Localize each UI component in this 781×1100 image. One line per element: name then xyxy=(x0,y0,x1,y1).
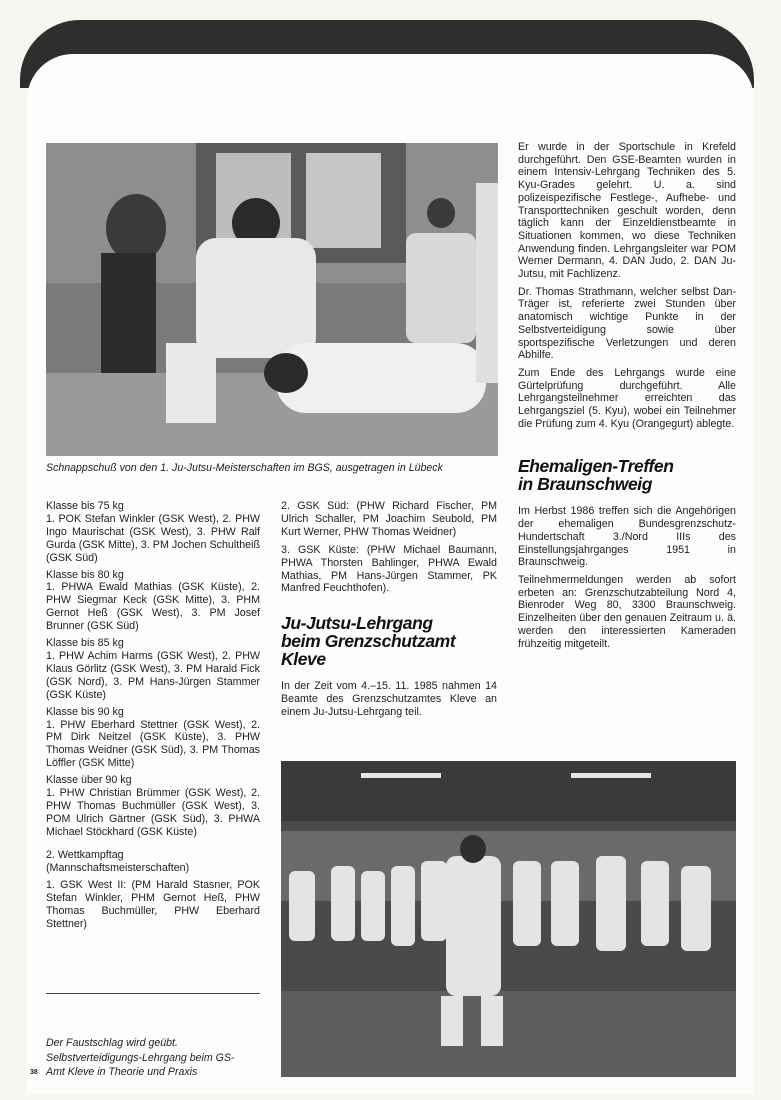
treffen-paragraph: Teilnehmermeldungen werden ab sofort erbeten an: Grenzschutzabteilung Nord 4, Bienroder Weg 80, 3300 Braunschweig. Einzelheiten über den genauen Zeitraum u. ä. werden den interessierten Kameraden frühzeitig mitgeteilt. xyxy=(518,573,736,650)
weight-class-results: 1. PHW Achim Harms (GSK West), 2. PHW Klaus Görlitz (GSK West), 3. PM Harald Fick (GSK Nord), 3. PM Hans-Jürgen Stammer (GSK Küste) xyxy=(46,649,260,701)
top-photo-caption: Schnappschuß von den 1. Ju-Jutsu-Meisterschaften im BGS, ausgetragen in Lübeck xyxy=(46,462,443,474)
team-result-second: 2. GSK Süd: (PHW Richard Fischer, PM Ulrich Schaller, PM Joachim Seubold, PM Kurt Werner, PHW Thomas Weidner) xyxy=(281,500,497,538)
results-column-mid xyxy=(281,500,497,724)
weight-class-heading: Klasse bis 75 kg xyxy=(46,500,124,512)
headline-line: Kleve xyxy=(281,649,326,670)
weight-class-heading: Klasse bis 85 kg xyxy=(46,637,124,650)
headline-line: Ehemaligen-Treffen xyxy=(518,456,674,477)
caption-line: Selbstverteidigungs-Lehrgang beim GS- xyxy=(46,1051,235,1064)
article-column-right xyxy=(518,141,736,655)
photo-image xyxy=(281,761,736,1077)
weight-class-heading: Klasse bis 90 kg xyxy=(46,705,124,718)
weight-class-heading: Klasse bis 80 kg xyxy=(46,568,124,581)
headline-line: beim Grenzschutzamt xyxy=(281,631,456,652)
kleve-intro: In der Zeit vom 4.–15. 11. 1985 nahmen 14 Beamte des Grenzschutzamtes Kleve an einem Ju-Jutsu-Lehrgang teil. xyxy=(281,680,497,719)
column-divider-rule xyxy=(46,993,260,994)
weight-class-75 xyxy=(46,500,260,565)
team-day-first: 1. GSK West II: (PM Harald Stasner, POK Stefan Winkler, PHM Gernot Heß, PHW Thomas Buchmüller, PHW Eberhard Stettner) xyxy=(46,879,260,931)
kleve-paragraph: Er wurde in der Sportschule in Krefeld durchgeführt. Den GSE-Beamten wurden in einem Intensiv-Lehrgang Techniken des 5. Kyu-Grades gelehrt. U. a. sind polizeispezifische Festlege-, Aufhebe- und Transporttechniken geschult worden, denn täglich kann der Einzeldienstbeamte in Situationen kommen, wo diese Techniken Anwendung finden. Lehrgangsleiter war POM Werner Dermann, 4. DAN Judo, 2. DAN Ju-Jutsu, mit Fachlizenz. xyxy=(518,141,736,281)
caption-line: Der Faustschlag wird geübt. xyxy=(46,1037,178,1049)
caption-line: Amt Kleve in Theorie und Praxis xyxy=(46,1066,198,1078)
weight-class-90 xyxy=(46,706,260,771)
weight-class-results: 1. PHW Christian Brümmer (GSK West), 2. PHW Thomas Buchmüller (GSK West), 3. POM Ulrich Gärtner (GSK Süd), 3. PHWA Michael Stöckhard (GSK Küste) xyxy=(46,787,260,838)
weight-class-heading: Klasse über 90 kg xyxy=(46,774,132,787)
results-column-left xyxy=(46,500,260,936)
weight-class-over-90 xyxy=(46,774,260,839)
photo-faustschlag-lehrgang xyxy=(281,761,736,1077)
weight-class-80 xyxy=(46,569,260,634)
kleve-headline xyxy=(281,614,497,668)
weight-class-results: 1. POK Stefan Winkler (GSK West), 2. PHW Ingo Maurischat (GSK West), 3. PHW Ralf Gurda (GSK Mitte), 3. PM Jochen Schultheiß (GSK Süd) xyxy=(46,512,260,564)
bottom-photo-caption xyxy=(46,1036,268,1080)
weight-class-results: 1. PHWA Ewald Mathias (GSK Küste), 2. PHW Siegmar Keck (GSK Mitte), 3. PHM Gernot Heß (GSK West), 3. PM Josef Brunner (GSK Süd) xyxy=(46,581,260,633)
headline-line: Ju-Jutsu-Lehrgang xyxy=(281,613,433,634)
headline-line: in Braunschweig xyxy=(518,474,653,495)
kleve-paragraph: Zum Ende des Lehrgangs wurde eine Gürtelprüfung durchgeführt. Alle Lehrgangsteilnehmer erreichten das Lehrgangsziel (5. Kyu), wobei ein Teilnehmer die Prüfung zum 4. Kyu (Orangegurt) ablegte. xyxy=(518,366,736,430)
photo-image xyxy=(46,143,498,456)
weight-class-85 xyxy=(46,637,260,702)
weight-class-results: 1. PHW Eberhard Stettner (GSK West), 2. PM Dirk Neitzel (GSK Küste), 3. PHW Thomas Weidner (GSK Süd), 3. PM Thomas Löffler (GSK Mitte) xyxy=(46,718,260,770)
page-number: 38 xyxy=(30,1069,38,1076)
team-result-third: 3. GSK Küste: (PHW Michael Baumann, PHWA Thorsten Bahlinger, PHWA Ewald Mathias, PM Hans-Jürgen Stammer, PK Manfred Feuchthofen). xyxy=(281,543,497,595)
results-list xyxy=(46,500,260,839)
treffen-paragraph: Im Herbst 1986 treffen sich die Angehörigen der ehemaligen Bundesgrenzschutz-Hundertschaft 3./Nord IIIs des Einstellungsjahrganges 1951 in Braunschweig. xyxy=(518,505,736,569)
kleve-paragraph: Dr. Thomas Strathmann, welcher selbst Dan-Träger ist, referierte zwei Stunden über anatomisch wichtige Punkte in der Selbstverteidigung sowie über sportspezifische Verletzungen und deren Abhilfe. xyxy=(518,285,736,362)
team-day-heading: 2. Wettkampftag (Mannschaftsmeisterschaften) xyxy=(46,848,190,874)
treffen-headline xyxy=(518,457,736,493)
photo-ju-jutsu-meisterschaften xyxy=(46,143,498,456)
